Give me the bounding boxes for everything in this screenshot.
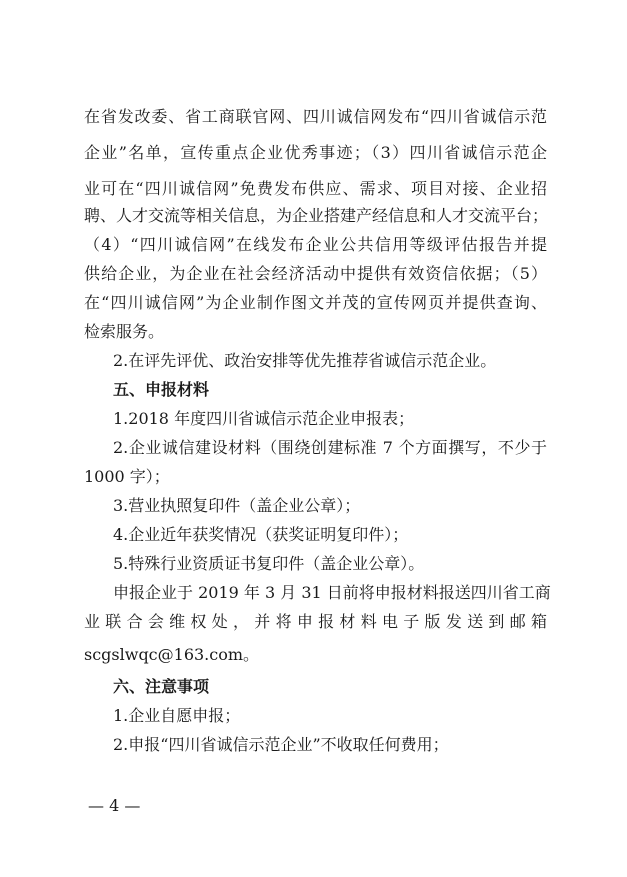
paragraph-line: 供给企业，为企业在社会经济活动中提供有效资信依据；（5） bbox=[84, 264, 547, 283]
list-item: 1.企业自愿申报； bbox=[113, 706, 241, 725]
paragraph-line: 聘、人才交流等相关信息，为企业搭建产经信息和人才交流平台； bbox=[84, 206, 549, 225]
list-item: 4.企业近年获奖情况（获奖证明复印件）； bbox=[113, 525, 409, 544]
paragraph-line: 检索服务。 bbox=[84, 322, 165, 341]
paragraph-line: 业联合会维权处，并将申报材料电子版发送到邮箱 bbox=[84, 612, 547, 631]
list-item: 3.营业执照复印件（盖企业公章）； bbox=[113, 496, 361, 515]
list-item-continuation: 1000 字）； bbox=[84, 467, 170, 486]
section-heading: 五、申报材料 bbox=[113, 380, 210, 399]
list-item: 2.申报“四川省诚信示范企业”不收取任何费用； bbox=[113, 735, 449, 754]
list-item: 2.企业诚信建设材料（围绕创建标准 7 个方面撰写，不少于 bbox=[113, 438, 547, 457]
paragraph-line: （4）“四川诚信网”在线发布企业公共信用等级评估报告并提 bbox=[84, 235, 547, 254]
paragraph-line: 申报企业于 2019 年 3 月 31 日前将申报材料报送四川省工商 bbox=[113, 583, 551, 602]
paragraph-line: 在“四川诚信网”为企业制作图文并茂的宣传网页并提供查询、 bbox=[84, 293, 547, 312]
paragraph-line: 企业”名单，宣传重点企业优秀事迹；（3）四川省诚信示范企 bbox=[84, 143, 547, 162]
email-address: scgslwqc@163.com。 bbox=[84, 645, 260, 664]
paragraph-line: 业可在“四川诚信网”免费发布供应、需求、项目对接、企业招 bbox=[84, 179, 547, 198]
list-item: 5.特殊行业资质证书复印件（盖企业公章）。 bbox=[113, 554, 425, 573]
page-number: — 4 — bbox=[88, 796, 141, 815]
list-item: 1.2018 年度四川省诚信示范企业申报表； bbox=[113, 409, 415, 428]
section-heading: 六、注意事项 bbox=[113, 677, 210, 696]
paragraph-line: 2.在评先评优、政治安排等优先推荐省诚信示范企业。 bbox=[113, 351, 497, 370]
paragraph-line: 在省发改委、省工商联官网、四川诚信网发布“四川省诚信示范 bbox=[84, 107, 547, 126]
